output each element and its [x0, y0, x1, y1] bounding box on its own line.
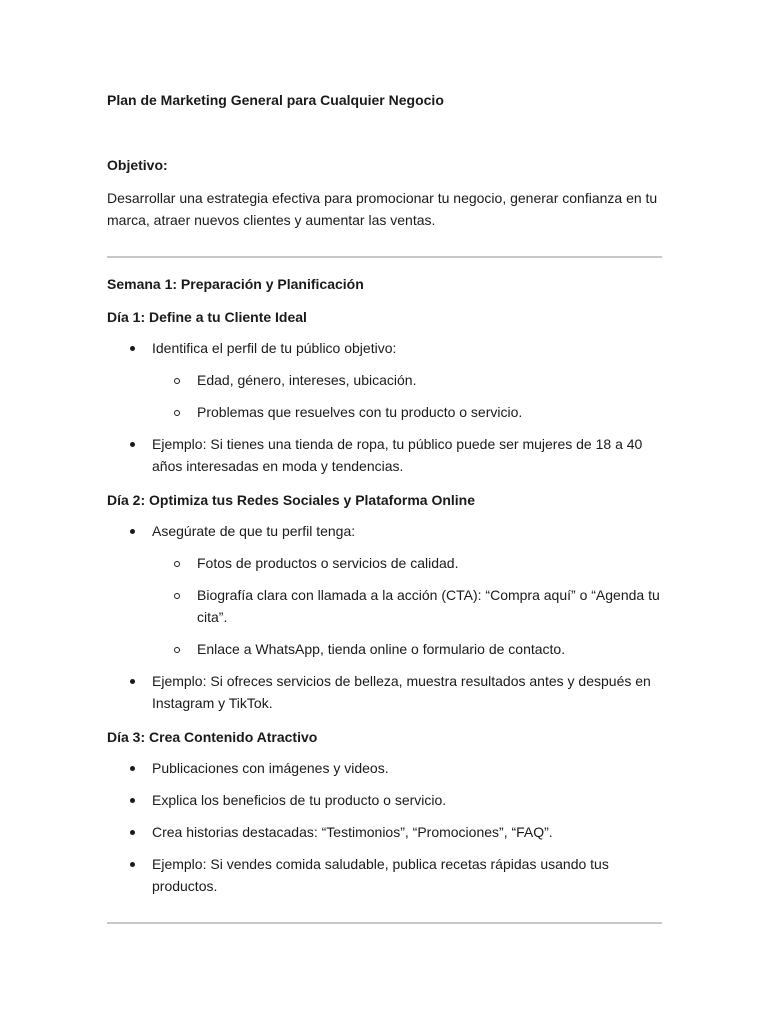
list-item-text: Crea historias destacadas: “Testimonios”, “Promociones”, “FAQ”. [152, 824, 553, 840]
objective-text: Desarrollar una estrategia efectiva para promocionar tu negocio, generar confianza en tu marca, atraer nuevos clientes y aumentar las ventas. [107, 190, 658, 228]
day-1-title: Día 1: Define a tu Cliente Ideal [107, 309, 307, 325]
list-item-text: Ejemplo: Si vendes comida saludable, publica recetas rápidas usando tus productos. [152, 856, 609, 894]
day-1-list [107, 337, 662, 477]
list-item [107, 789, 662, 811]
week-1-title: Semana 1: Preparación y Planificación [107, 276, 364, 292]
sub-list-item: Edad, género, intereses, ubicación. [152, 369, 662, 391]
day-2-title: Día 2: Optimiza tus Redes Sociales y Plataforma Online [107, 492, 476, 508]
sub-list-item: Fotos de productos o servicios de calidad. [152, 552, 662, 574]
sub-list-item: Biografía clara con llamada a la acción (CTA): “Compra aquí” o “Agenda tu cita”. [152, 584, 662, 628]
list-item-text: Ejemplo: Si ofreces servicios de belleza, muestra resultados antes y después en Instagram y TikTok. [152, 673, 651, 711]
sub-list [152, 369, 662, 423]
list-item [107, 757, 662, 779]
list-item-text: Publicaciones con imágenes y videos. [152, 760, 389, 776]
list-item-text: Asegúrate de que tu perfil tenga: [152, 523, 356, 539]
sub-list [152, 552, 662, 660]
list-item [107, 821, 662, 843]
document-title: Plan de Marketing General para Cualquier Negocio [107, 92, 444, 108]
list-item-text: Identifica el perfil de tu público objetivo: [152, 340, 397, 356]
section-divider [107, 256, 662, 258]
list-item [107, 670, 662, 714]
list-item-text: Ejemplo: Si tienes una tienda de ropa, tu público puede ser mujeres de 18 a 40 años interesadas en moda y tendencias. [152, 436, 643, 474]
list-item [107, 433, 662, 477]
day-3-list [107, 757, 662, 897]
day-2-list [107, 520, 662, 714]
objective-label: Objetivo: [107, 157, 168, 173]
section-divider [107, 922, 662, 924]
list-item [107, 853, 662, 897]
sub-list-item: Enlace a WhatsApp, tienda online o formulario de contacto. [152, 638, 662, 660]
day-3-title: Día 3: Crea Contenido Atractivo [107, 729, 318, 745]
list-item-text: Explica los beneficios de tu producto o servicio. [152, 792, 447, 808]
list-item [107, 520, 662, 660]
sub-list-item: Problemas que resuelves con tu producto o servicio. [152, 401, 662, 423]
list-item [107, 337, 662, 423]
